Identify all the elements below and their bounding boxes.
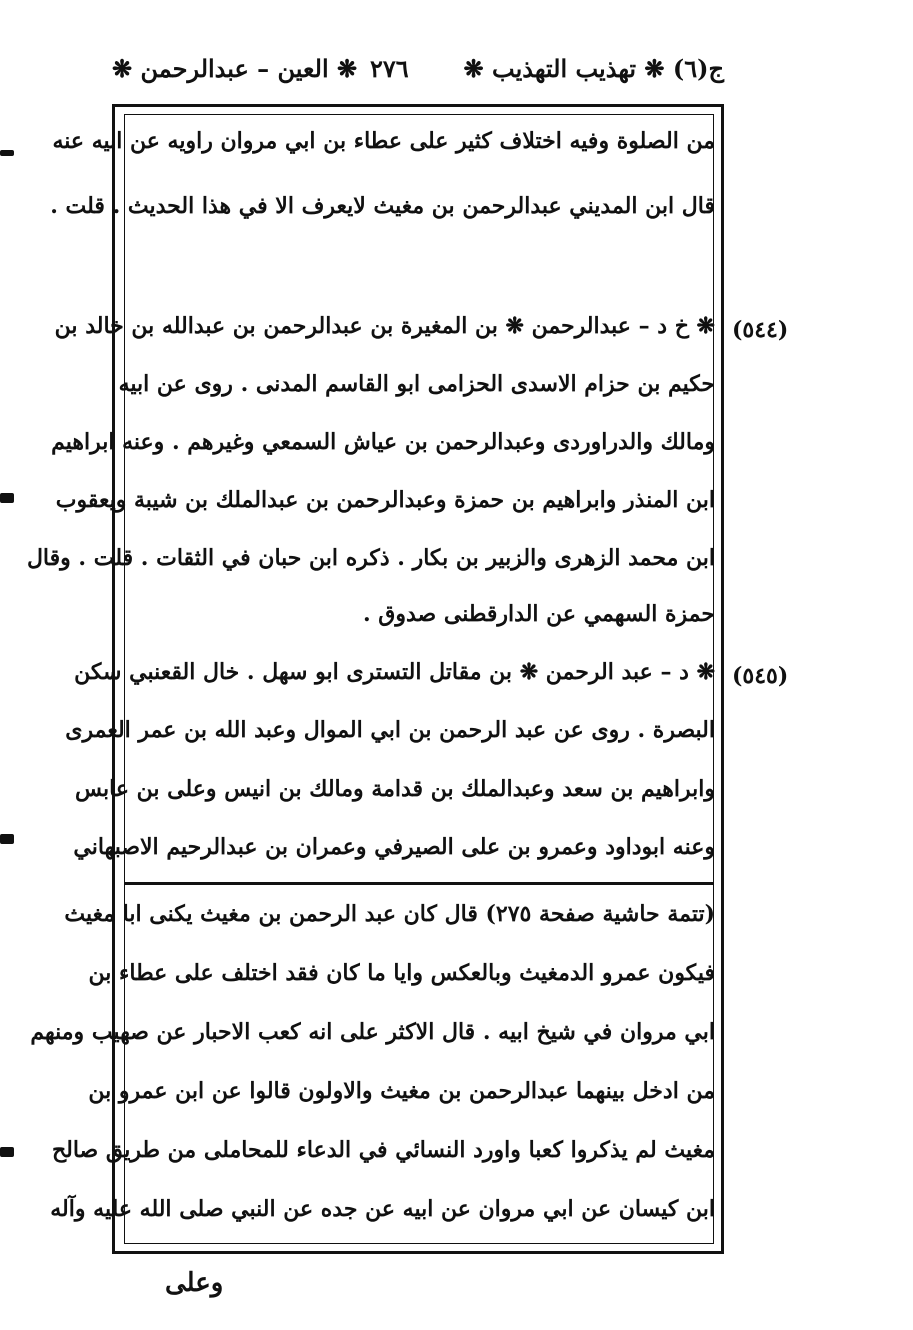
- binding-mark: [0, 1147, 14, 1157]
- text-line: ابن محمد الزهرى والزبير بن بكار . ذكره ابن حبان في الثقات . قلت . وقال: [26, 545, 715, 571]
- text-line: وعنه ابوداود وعمرو بن على الصيرفي وعمران بن عبدالرحيم الاصبهاني: [73, 834, 715, 860]
- footnote-line: مغيث لم يذكروا كعبا واورد النسائي في الدعاء للمحاملى من طريق صالح: [51, 1137, 715, 1163]
- text-line: حكيم بن حزام الاسدى الحزامى ابو القاسم المدنى . روى عن ابيه: [118, 371, 715, 397]
- page-number: ٢٧٦: [370, 54, 409, 83]
- binding-mark: [0, 493, 14, 503]
- footnote-divider: [124, 882, 714, 885]
- running-header: [112, 48, 724, 92]
- header-section-title: ❋ العين – عبدالرحمن ❋: [112, 54, 358, 83]
- footnote-line: ابي مروان في شيخ ابيه . قال الاكثر على انه كعب الاحبار عن صهيب ومنهم: [30, 1019, 715, 1045]
- binding-mark: [0, 834, 14, 844]
- binding-mark: [0, 150, 14, 156]
- catchword: وعلى: [165, 1268, 224, 1298]
- text-line: ابن المنذر وابراهيم بن حمزة وعبدالرحمن بن عبدالملك بن شيبة ويعقوب: [55, 487, 715, 513]
- text-line: ❋ د – عبد الرحمن ❋ بن مقاتل التسترى ابو سهل . خال القعنبي سكن: [74, 659, 715, 685]
- text-line: وابراهيم بن سعد وعبدالملك بن قدامة ومالك بن انيس وعلى بن عابس: [74, 776, 715, 802]
- text-line: حمزة السهمي عن الدارقطنى صدوق .: [362, 601, 715, 627]
- footnote-line: ابن كيسان عن ابي مروان عن ابيه عن جده عن النبي صلى الله عليه وآله: [50, 1196, 715, 1222]
- footnote-line: (تتمة حاشية صفحة ٢٧٥) قال كان عبد الرحمن بن مغيث يكنى ابا مغيث: [64, 901, 715, 927]
- header-volume-title: ج(٦) ❋ تهذيب التهذيب ❋: [463, 54, 724, 83]
- text-line: البصرة . روى عن عبد الرحمن بن ابي الموال وعبد الله بن عمر العمرى: [65, 717, 715, 743]
- entry-number: (٥٤٥): [732, 663, 789, 689]
- footnote-line: فيكون عمرو الدمغيث وبالعكس وايا ما كان فقد اختلف على عطاء بن: [88, 960, 715, 986]
- footnote-line: من ادخل بينهما عبدالرحمن بن مغيث والاولون قالوا عن ابن عمرو بن: [88, 1078, 715, 1104]
- text-line: من الصلوة وفيه اختلاف كثير على عطاء بن ابي مروان راويه عن ابيه عنه: [52, 128, 715, 154]
- text-line: ومالك والدراوردى وعبدالرحمن بن عياش السمعي وغيرهم . وعنه ابراهيم: [51, 429, 715, 455]
- text-line: قال ابن المديني عبدالرحمن بن مغيث لايعرف الا في هذا الحديث . قلت .: [50, 193, 715, 219]
- text-line: ❋ خ د – عبدالرحمن ❋ بن المغيرة بن عبدالرحمن بن عبدالله بن خالد بن: [54, 313, 715, 339]
- entry-number: (٥٤٤): [732, 317, 789, 343]
